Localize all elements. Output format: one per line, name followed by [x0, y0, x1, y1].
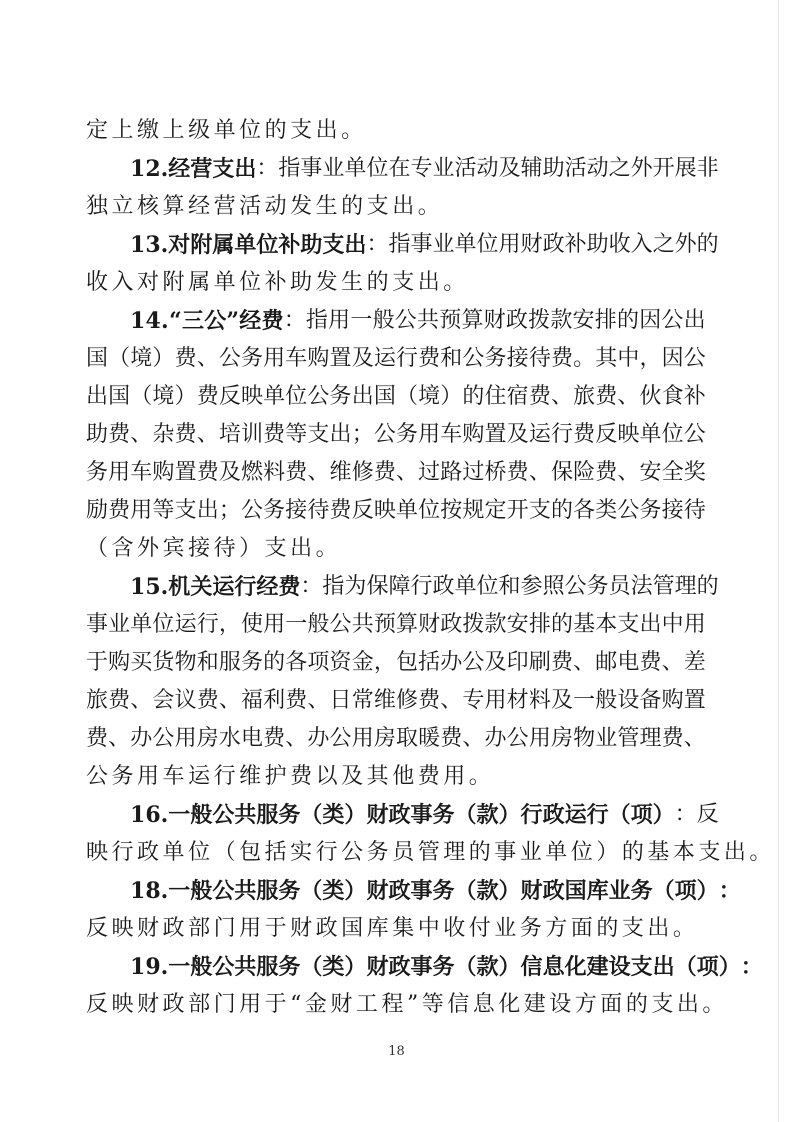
text-line-p15-2: 事 业 单 位 运 行 ， 使 用 一 般 公 共 预 算 财 政 拨 款 安 排 的 基 本 支 出 中 用 — [86, 612, 706, 637]
text-line-p19-1: 1 9 . 一 般 公 共 服 务 （ 类 ） 财 政 事 务 （ 款 ） 信 息 化 建 设 支 出 （ 项 ） ： — [130, 954, 763, 980]
line-text: 公务用车运行维护费以及其他费用。 — [86, 764, 495, 789]
text-line-p14-3: 出 国 （ 境 ） 费 反 映 单 位 公 务 出 国 （ 境 ） 的 住 宿 费 、 旅 费 、 伙 食 补 — [86, 384, 706, 409]
text-line-p15-3: 于 购 买 货 物 和 服 务 的 各 项 资 金 ， 包 括 办 公 及 印 刷 费 、 邮 电 费 、 差 — [86, 650, 706, 675]
line-text: 反映财政部门用于财政国库集中收付业务方面的支出。 — [86, 916, 699, 941]
text-line-p19-2 — [86, 986, 728, 1024]
text-line-p15-4: 旅 费 、 会 议 费 、 福 利 费 、 日 常 维 修 费 、 专 用 材 料 及 一 般 设 备 购 置 — [86, 688, 706, 713]
text-line-p11-end — [86, 112, 706, 150]
text-line-p15-6 — [86, 758, 706, 796]
text-line-p14-5: 务 用 车 购 置 费 及 燃 料 费 、 维 修 费 、 过 路 过 桥 费 、 保 险 费 、 安 全 奖 — [86, 460, 706, 485]
text-line-p14-6: 励 费 用 等 支 出 ； 公 务 接 待 费 反 映 单 位 按 规 定 开 支 的 各 类 公 务 接 待 — [86, 498, 706, 523]
page-number: 18 — [388, 1044, 405, 1059]
text-line-p16-1: 1 6 . 一 般 公 共 服 务 （ 类 ） 财 政 事 务 （ 款 ） 行 政 运 行 （ 项 ） ： 反 — [130, 802, 719, 828]
line-text: 收入对附属单位补助发生的支出。 — [86, 270, 469, 295]
text-line-p18-2 — [86, 910, 706, 948]
line-text: 映行政单位（包括实行公务员管理的事业单位）的基本支出。 — [86, 840, 775, 865]
text-line-p18-1: 1 8 . 一 般 公 共 服 务 （ 类 ） 财 政 事 务 （ 款 ） 财 政 国 库 业 务 （ 项 ） ： — [130, 878, 741, 904]
line-text: （含外宾接待）支出。 — [86, 536, 342, 561]
page-edge-line — [778, 0, 779, 1122]
text-line-p16-2 — [86, 834, 775, 872]
text-line-p15-5: 费 、 办 公 用 房 水 电 费 、 办 公 用 房 取 暖 费 、 办 公 用 房 物 业 管 理 费 、 — [86, 726, 706, 751]
text-line-p12-2 — [86, 188, 706, 226]
text-line-p14-4: 助 费 、 杂 费 、 培 训 费 等 支 出 ； 公 务 用 车 购 置 及 运 行 费 反 映 单 位 公 — [86, 422, 706, 447]
text-line-p13-1: 1 3 . 对 附 属 单 位 补 助 支 出 ： 指 事 业 单 位 用 财 政 补 助 收 入 之 外 的 — [130, 232, 719, 258]
text-line-p14-7 — [86, 530, 706, 568]
line-text: 反映财政部门用于“金财工程”等信息化建设方面的支出。 — [86, 992, 728, 1017]
text-line-p12-1: 1 2 . 经 营 支 出 ： 指 事 业 单 位 在 专 业 活 动 及 辅 助 活 动 之 外 开 展 非 — [130, 156, 719, 182]
text-line-p14-2: 国 （ 境 ） 费 、 公 务 用 车 购 置 及 运 行 费 和 公 务 接 待 费 。 其 中 ， 因 公 — [86, 346, 706, 371]
line-text: 定上缴上级单位的支出。 — [86, 118, 367, 143]
line-text: 独立核算经营活动发生的支出。 — [86, 194, 444, 219]
text-line-p13-2 — [86, 264, 706, 302]
document-body — [86, 112, 775, 1024]
text-line-p15-1: 1 5 . 机 关 运 行 经 费 ： 指 为 保 障 行 政 单 位 和 参 照 公 务 员 法 管 理 的 — [130, 574, 719, 600]
text-line-p14-1: 1 4 . “ 三 公 ” 经 费 ： 指 用 一 般 公 共 预 算 财 政 拨 款 安 排 的 因 公 出 — [130, 308, 706, 334]
